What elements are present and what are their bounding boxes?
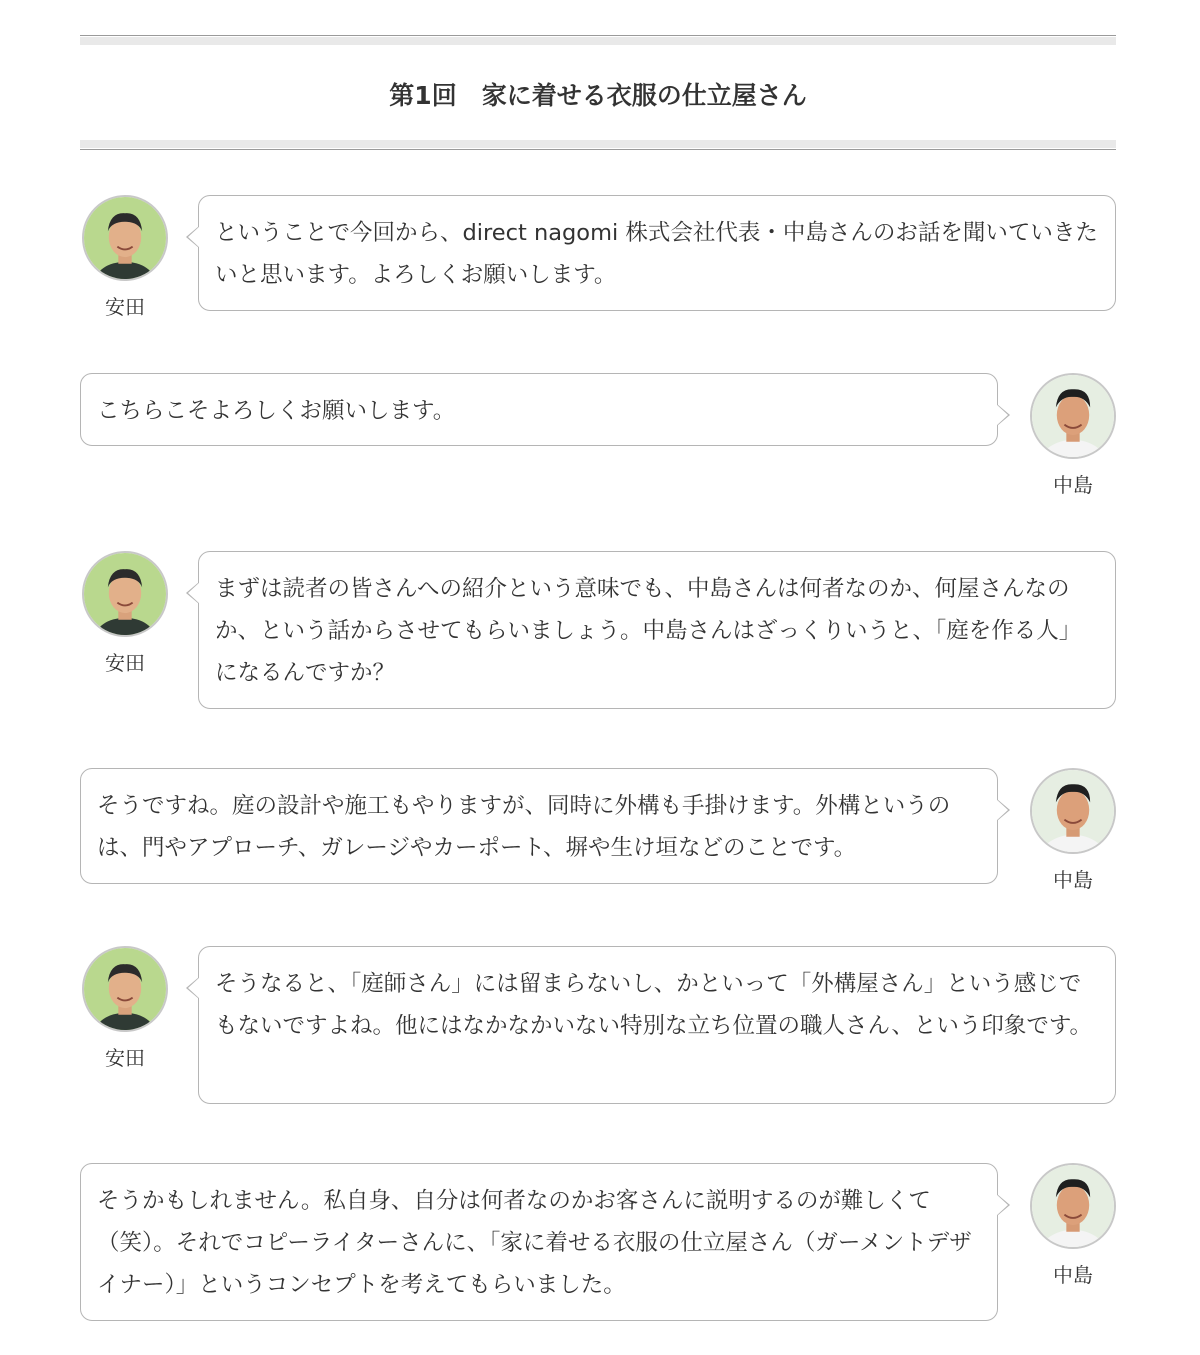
message-text: ということで今回から、direct nagomi 株式会社代表・中島さんのお話を聞いていきたいと思います。よろしくお願いします。 — [215, 220, 1098, 288]
speech-bubble — [80, 373, 998, 446]
speaker-yasuda — [80, 946, 170, 1071]
speaker-name: 中島 — [1053, 473, 1093, 497]
speaker-yasuda — [80, 551, 170, 676]
page-title: 第1回 家に着せる衣服の仕立屋さん — [389, 81, 807, 110]
avatar-nakajima-icon — [1030, 1163, 1116, 1249]
speaker-nakajima — [1028, 768, 1118, 893]
speech-bubble — [198, 195, 1116, 311]
speaker-name: 安田 — [105, 295, 145, 319]
message-text: こちらこそよろしくお願いします。 — [97, 398, 456, 424]
speaker-name: 中島 — [1053, 868, 1093, 892]
speech-bubble — [198, 551, 1116, 709]
avatar-yasuda-icon — [82, 551, 168, 637]
avatar-yasuda-icon — [82, 946, 168, 1032]
speaker-nakajima — [1028, 373, 1118, 498]
speech-bubble — [80, 768, 998, 884]
speaker-nakajima — [1028, 1163, 1118, 1288]
speaker-name: 安田 — [105, 1046, 145, 1070]
message-text: そうですね。庭の設計や施工もやりますが、同時に外構も手掛けます。外構というのは、門やアプローチ、ガレージやカーポート、塀や生け垣などのことです。 — [97, 793, 951, 861]
speaker-name: 安田 — [105, 651, 145, 675]
message-text: まずは読者の皆さんへの紹介という意味でも、中島さんは何者なのか、何屋さんなのか、という話からさせてもらいましょう。中島さんはざっくりいうと、「庭を作る人」になるんですか？ — [215, 576, 1082, 686]
speaker-yasuda — [80, 195, 170, 320]
avatar-yasuda-icon — [82, 195, 168, 281]
article-heading — [80, 35, 1116, 150]
message-text: そうなると、「庭師さん」には留まらないし、かといって「外構屋さん」という感じでもないですよね。他にはなかなかいない特別な立ち位置の職人さん、という印象です。 — [215, 971, 1093, 1039]
speech-bubble — [198, 946, 1116, 1104]
message-text: そうかもしれません。私自身、自分は何者なのかお客さんに説明するのが難しくて（笑）。それでコピーライターさんに、「家に着せる衣服の仕立屋さん（ガーメントデザイナー）」というコンセプトを考えてもらいました。 — [97, 1188, 972, 1298]
avatar-nakajima-icon — [1030, 373, 1116, 459]
speech-bubble — [80, 1163, 998, 1321]
avatar-nakajima-icon — [1030, 768, 1116, 854]
speaker-name: 中島 — [1053, 1263, 1093, 1287]
